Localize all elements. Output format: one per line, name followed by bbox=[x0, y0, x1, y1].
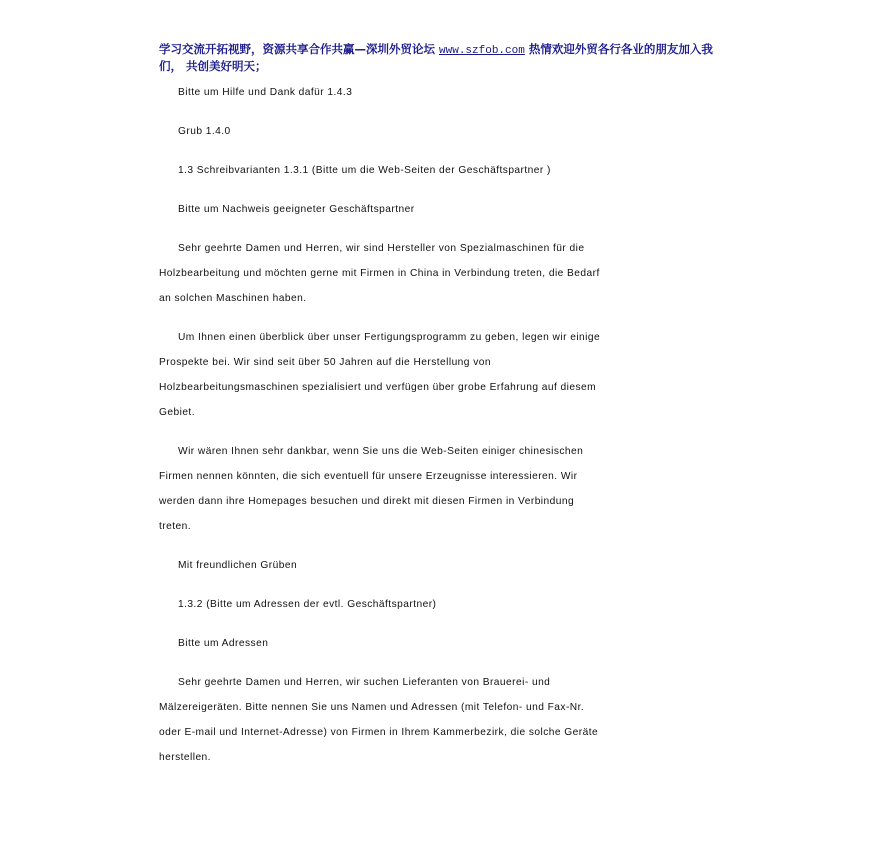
paragraph-line: Sehr geehrte Damen und Herren, wir suchen Lieferanten von Brauerei- und bbox=[178, 677, 551, 688]
heading-line: Bitte um Adressen bbox=[178, 638, 269, 649]
heading-line: Bitte um Nachweis geeigneter Geschäftspartner bbox=[178, 204, 415, 215]
paragraph-line: Um Ihnen einen überblick über unser Fertigungsprogramm zu geben, legen wir einige bbox=[178, 332, 601, 343]
paragraph-line: Holzbearbeitungsmaschinen spezialisiert und verfügen über grobe Erfahrung auf diesem bbox=[159, 382, 597, 393]
paragraph-line: herstellen. bbox=[159, 752, 211, 763]
heading-line: 1.3 Schreibvarianten 1.3.1 (Bitte um die Web-Seiten der Geschäftspartner ) bbox=[178, 165, 551, 176]
heading-line: Grub 1.4.0 bbox=[178, 126, 231, 137]
paragraph-line: Wir wären Ihnen sehr dankbar, wenn Sie uns die Web-Seiten einiger chinesischen bbox=[178, 446, 584, 457]
paragraph-line: an solchen Maschinen haben. bbox=[159, 293, 307, 304]
paragraph-line: Prospekte bei. Wir sind seit über 50 Jahren auf die Herstellung von bbox=[159, 357, 491, 368]
heading-line: 1.3.2 (Bitte um Adressen der evtl. Geschäftspartner) bbox=[178, 599, 437, 610]
paragraph-line: werden dann ihre Homepages besuchen und direkt mit diesen Firmen in Verbindung bbox=[159, 496, 575, 507]
paragraph-line: Holzbearbeitung und möchten gerne mit Firmen in China in Verbindung treten, die Bedarf bbox=[159, 268, 600, 279]
heading-line: Bitte um Hilfe und Dank dafür 1.4.3 bbox=[178, 87, 353, 98]
closing-line: Mit freundlichen Grüben bbox=[178, 560, 298, 571]
paragraph-line: Sehr geehrte Damen und Herren, wir sind Hersteller von Spezialmaschinen für die bbox=[178, 243, 585, 254]
paragraph-line: Firmen nennen könnten, die sich eventuell für unsere Erzeugnisse interessieren. Wir bbox=[159, 471, 578, 482]
paragraph-line: treten. bbox=[159, 521, 192, 532]
forum-header bbox=[159, 42, 729, 74]
forum-link[interactable]: www.szfob.com bbox=[439, 45, 525, 57]
header-text-after-link: 热情欢迎外贸各行各业的朋友加入我们， 共创美好明天； bbox=[159, 42, 713, 73]
header-text-before-link: 学习交流开拓视野，资源共享合作共赢—深圳外贸论坛 bbox=[159, 42, 440, 56]
paragraph-line: oder E-mail und Internet-Adresse) von Firmen in Ihrem Kammerbezirk, die solche Geräte bbox=[159, 727, 599, 738]
paragraph-line: Mälzereigeräten. Bitte nennen Sie uns Namen und Adressen (mit Telefon- und Fax-Nr. bbox=[159, 702, 585, 713]
paragraph-line: Gebiet. bbox=[159, 407, 195, 418]
